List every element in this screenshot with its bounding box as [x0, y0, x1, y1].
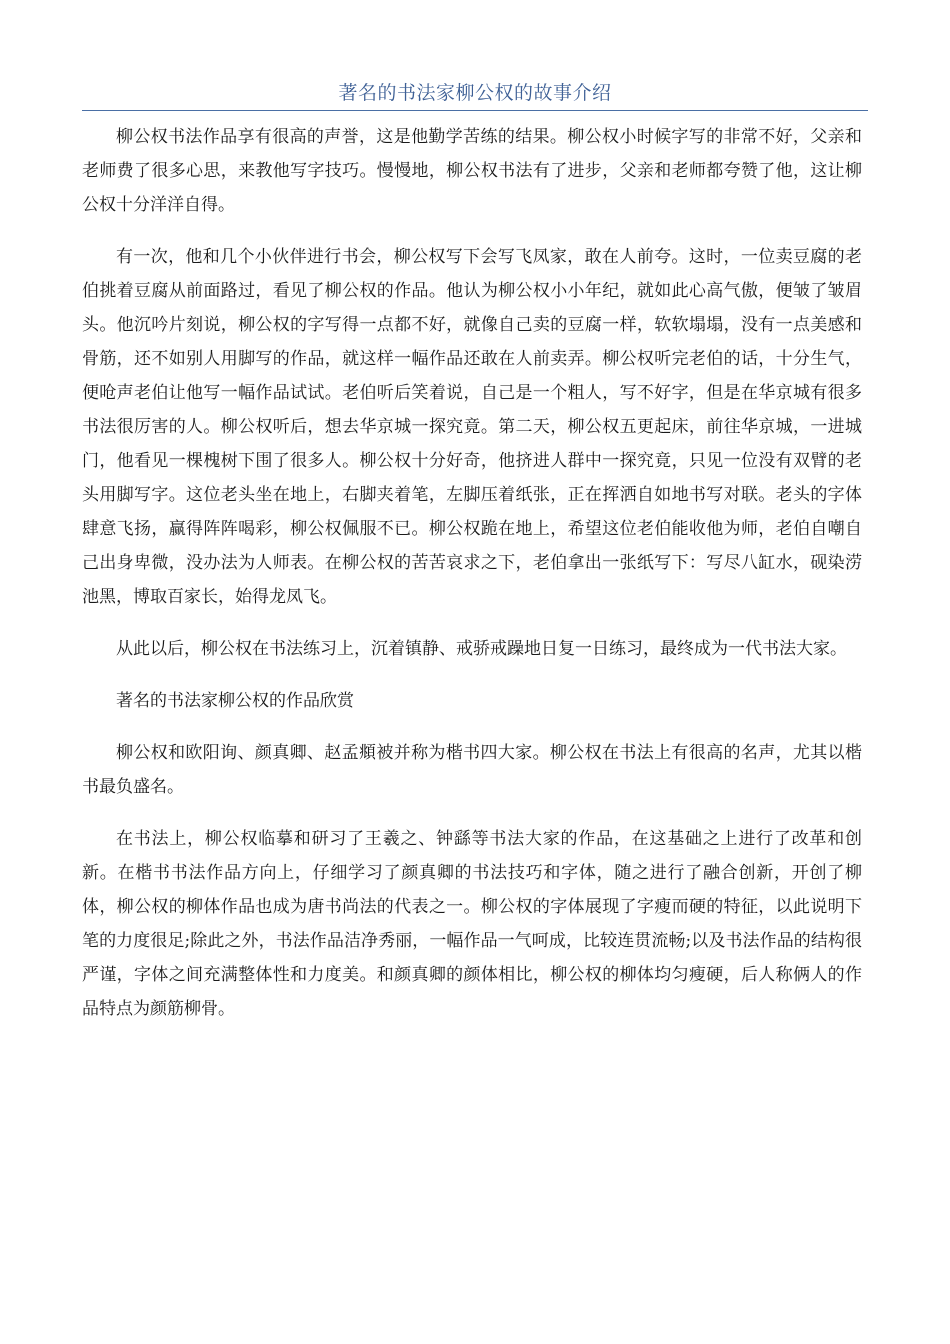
page-header	[82, 78, 868, 111]
section-subheading: 著名的书法家柳公权的作品欣赏	[116, 691, 354, 711]
paragraph-style-analysis: 在书法上，柳公权临摹和研习了王羲之、钟繇等书法大家的作品，在这基础之上进行了改革和创新。在楷书书法作品方向上，仔细学习了颜真卿的书法技巧和字体，随之进行了融合创新，开创了柳体，柳公权的柳体作品也成为唐书尚法的代表之一。柳公权的字体展现了字瘦而硬的特征，以此说明下笔的力度很足;除此之外，书法作品洁净秀丽，一幅作品一气呵成，比较连贯流畅;以及书法作品的结构很严谨，字体之间充满整体性和力度美。和颜真卿的颜体相比，柳公权的柳体均匀瘦硬，后人称俩人的作品特点为颜筋柳骨。	[82, 829, 862, 1019]
paragraph-intro: 柳公权书法作品享有很高的声誉，这是他勤学苦练的结果。柳公权小时候字写的非常不好，父亲和老师费了很多心思，来教他写字技巧。慢慢地，柳公权书法有了进步，父亲和老师都夸赞了他，这让柳公权十分洋洋自得。	[82, 127, 862, 215]
paragraph-four-masters: 柳公权和欧阳询、颜真卿、赵孟頫被并称为楷书四大家。柳公权在书法上有很高的名声，尤其以楷书最负盛名。	[82, 743, 862, 797]
header-title: 著名的书法家柳公权的故事介绍	[338, 82, 612, 104]
paragraph-story: 有一次，他和几个小伙伴进行书会，柳公权写下会写飞凤家，敢在人前夸。这时，一位卖豆腐的老伯挑着豆腐从前面路过，看见了柳公权的作品。他认为柳公权小小年纪，就如此心高气傲，便皱了皱眉头。他沉吟片刻说，柳公权的字写得一点都不好，就像自己卖的豆腐一样，软软塌塌，没有一点美感和骨筋，还不如别人用脚写的作品，就这样一幅作品还敢在人前卖弄。柳公权听完老伯的话，十分生气，便呛声老伯让他写一幅作品试试。老伯听后笑着说，自己是一个粗人，写不好字，但是在华京城有很多书法很厉害的人。柳公权听后，想去华京城一探究竟。第二天，柳公权五更起床，前往华京城，一进城门，他看见一棵槐树下围了很多人。柳公权十分好奇，他挤进人群中一探究竟，只见一位没有双臂的老头用脚写字。这位老头坐在地上，右脚夹着笔，左脚压着纸张，正在挥洒自如地书写对联。老头的字体肆意飞扬，赢得阵阵喝彩，柳公权佩服不已。柳公权跪在地上，希望这位老伯能收他为师，老伯自嘲自己出身卑微，没办法为人师表。在柳公权的苦苦哀求之下，老伯拿出一张纸写下：写尽八缸水，砚染涝池黑，博取百家长，始得龙凤飞。	[82, 247, 862, 607]
document-body	[82, 120, 862, 1044]
paragraph-conclusion: 从此以后，柳公权在书法练习上，沉着镇静、戒骄戒躁地日复一日练习，最终成为一代书法大家。	[116, 639, 847, 659]
